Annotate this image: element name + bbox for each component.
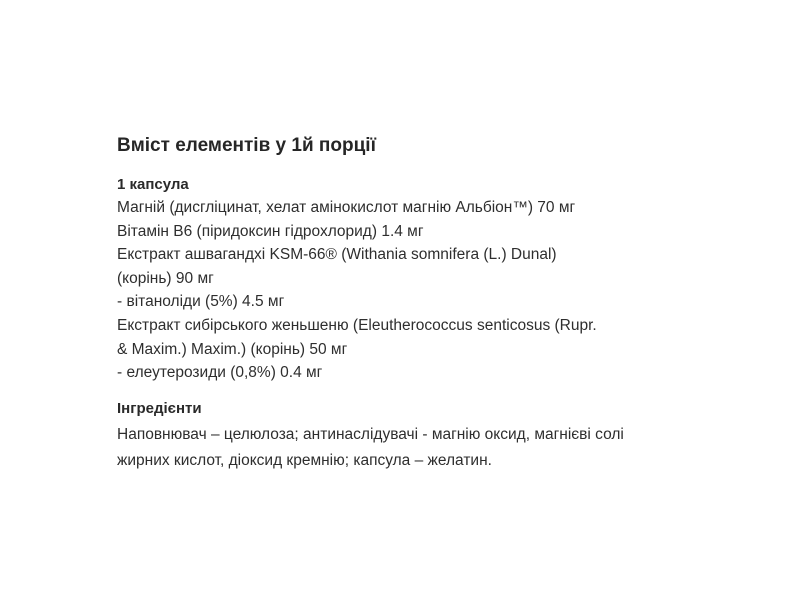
composition-line: - вітаноліди (5%) 4.5 мг <box>117 293 285 311</box>
composition-line: & Maxim.) Maxim.) (корінь) 50 мг <box>117 340 348 358</box>
composition-line: (корінь) 90 мг <box>117 269 214 287</box>
serving-label: 1 капсула <box>117 176 189 193</box>
composition-line: Екстракт ашвагандхі KSM-66® (Withania somnifera (L.) Dunal) <box>117 246 557 264</box>
ingredients-line: жирних кислот, діоксид кремнію; капсула – желатин. <box>117 451 492 469</box>
ingredients-heading: Інгредієнти <box>117 399 202 417</box>
product-composition <box>117 133 717 474</box>
composition-line: - елеутерозиди (0,8%) 0.4 мг <box>117 364 323 382</box>
ingredients-line: Наповнювач – целюлоза; антинаслідувачі - магнію оксид, магнієві солі <box>117 425 624 443</box>
composition-line: Екстракт сибірського женьшеню (Eleutherococcus senticosus (Rupr. <box>117 316 597 334</box>
composition-line: Вітамін B6 (піридоксин гідрохлорид) 1.4 мг <box>117 222 424 240</box>
serving-section <box>117 175 717 385</box>
page-title: Вміст елементів у 1й порції <box>117 135 376 156</box>
composition-line: Магній (дисгліцинат, хелат амінокислот магнію Альбіон™) 70 мг <box>117 199 576 216</box>
ingredients-section <box>117 399 717 474</box>
